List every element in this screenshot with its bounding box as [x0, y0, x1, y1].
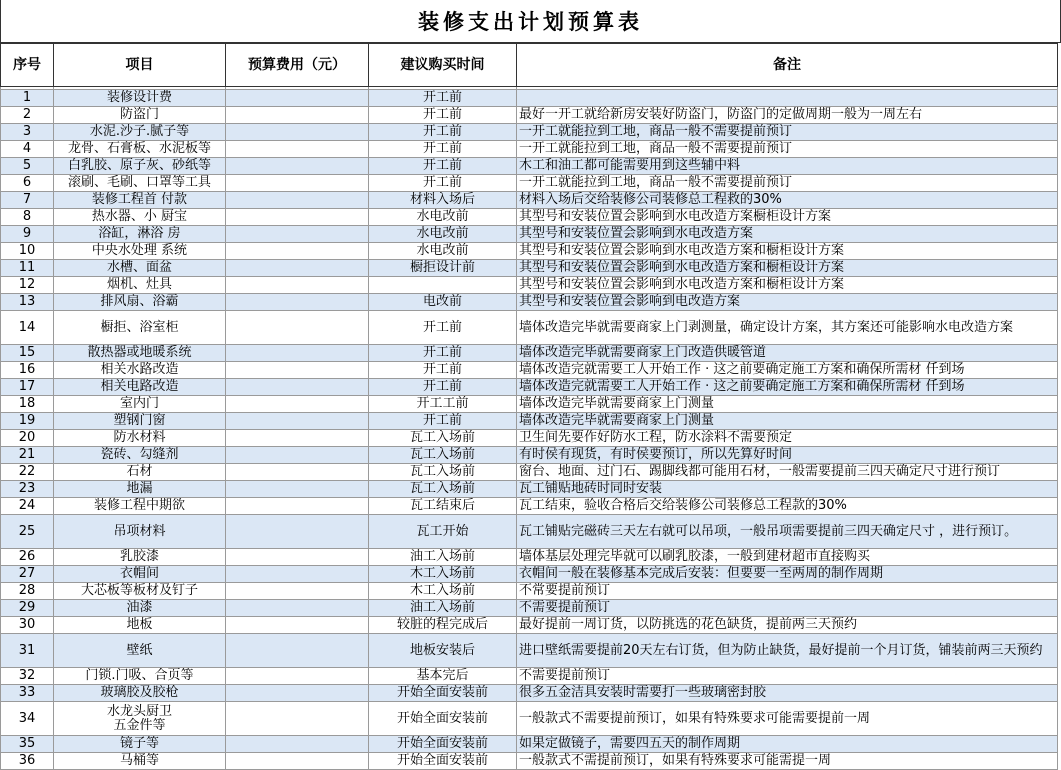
cell-no[interactable]: 4 — [1, 141, 54, 158]
cell-no[interactable]: 31 — [1, 634, 54, 668]
cell-budget[interactable] — [226, 396, 369, 413]
cell-time[interactable]: 开工工前 — [369, 396, 517, 413]
cell-no[interactable]: 5 — [1, 158, 54, 175]
cell-no[interactable]: 24 — [1, 498, 54, 515]
cell-budget[interactable] — [226, 736, 369, 753]
budget-table — [0, 43, 1058, 770]
cell-item[interactable]: 地板 — [54, 617, 226, 634]
cell-note[interactable]: 窗台、地面、过门石、踢脚线都可能用石材，一般需要提前三四天确定尺寸进行预订 — [517, 464, 1058, 481]
cell-budget[interactable] — [226, 277, 369, 294]
cell-time[interactable]: 较脏的程完成后 — [369, 617, 517, 634]
table-row — [1, 311, 1058, 345]
cell-no[interactable]: 21 — [1, 447, 54, 464]
cell-note[interactable]: 进口壁纸需要提前20天左右订货，但为防止缺货，最好提前一个月订货，铺装前两三天预约 — [517, 634, 1058, 668]
cell-no[interactable]: 26 — [1, 549, 54, 566]
cell-time[interactable]: 开工前 — [369, 124, 517, 141]
table-row — [1, 617, 1058, 634]
cell-no[interactable]: 25 — [1, 515, 54, 549]
cell-item[interactable]: 壁纸 — [54, 634, 226, 668]
cell-item[interactable]: 滚刷、毛刷、口罩等工具 — [54, 175, 226, 192]
table-row — [1, 481, 1058, 498]
cell-budget[interactable] — [226, 345, 369, 362]
table-row — [1, 515, 1058, 549]
cell-note[interactable]: 不需要提前预订 — [517, 600, 1058, 617]
cell-budget[interactable] — [226, 702, 369, 736]
cell-no[interactable]: 34 — [1, 702, 54, 736]
cell-item[interactable]: 龙骨、石膏板、水泥板等 — [54, 141, 226, 158]
cell-note[interactable]: 其型号和安装位置会影响到水电改造方案橱柜设计方案 — [517, 209, 1058, 226]
cell-budget[interactable] — [226, 362, 369, 379]
table-row — [1, 464, 1058, 481]
cell-note[interactable]: 卫生间先要作好防水工程，防水涂料不需要预定 — [517, 430, 1058, 447]
cell-item[interactable]: 地漏 — [54, 481, 226, 498]
cell-budget[interactable] — [226, 515, 369, 549]
cell-note[interactable]: 有时侯有现货，有时侯要预订，所以先算好时间 — [517, 447, 1058, 464]
cell-item[interactable]: 防水材料 — [54, 430, 226, 447]
cell-item[interactable]: 水龙头厨卫 五金件等 — [54, 702, 226, 736]
cell-budget[interactable] — [226, 413, 369, 430]
cell-item[interactable]: 室内门 — [54, 396, 226, 413]
cell-note[interactable]: 墙体改造完就需要工人开始工作 · 这之前要确定施工方案和确保所需材 仟到场 — [517, 362, 1058, 379]
cell-item[interactable]: 石材 — [54, 464, 226, 481]
cell-note[interactable]: 如果定做镜子，需要四五天的制作周期 — [517, 736, 1058, 753]
cell-budget[interactable] — [226, 481, 369, 498]
table-row — [1, 209, 1058, 226]
cell-item[interactable]: 相关水路改造 — [54, 362, 226, 379]
cell-time[interactable] — [369, 277, 517, 294]
cell-note[interactable]: 墙体改造完就需要工人开始工作 · 这之前要确定施工方案和确保所需材 仟到场 — [517, 379, 1058, 396]
cell-no[interactable]: 12 — [1, 277, 54, 294]
cell-item[interactable]: 油漆 — [54, 600, 226, 617]
cell-time[interactable]: 油工入场前 — [369, 600, 517, 617]
table-row — [1, 175, 1058, 192]
cell-note[interactable]: 不需要提前预订 — [517, 668, 1058, 685]
cell-budget[interactable] — [226, 668, 369, 685]
cell-no[interactable]: 10 — [1, 243, 54, 260]
cell-no[interactable]: 11 — [1, 260, 54, 277]
table-row — [1, 277, 1058, 294]
header-no[interactable]: 序号 — [1, 44, 54, 87]
cell-time[interactable]: 开工前 — [369, 311, 517, 345]
cell-time[interactable]: 开工前 — [369, 379, 517, 396]
cell-budget[interactable] — [226, 617, 369, 634]
table-row — [1, 294, 1058, 311]
cell-time[interactable]: 木工入场前 — [369, 583, 517, 600]
cell-time[interactable]: 水电改前 — [369, 243, 517, 260]
cell-no[interactable]: 13 — [1, 294, 54, 311]
cell-no[interactable]: 7 — [1, 192, 54, 209]
table-row — [1, 753, 1058, 770]
cell-budget[interactable] — [226, 566, 369, 583]
cell-time[interactable]: 开始全面安装前 — [369, 736, 517, 753]
table-row — [1, 549, 1058, 566]
table-row — [1, 702, 1058, 736]
cell-no[interactable]: 19 — [1, 413, 54, 430]
cell-budget[interactable] — [226, 124, 369, 141]
cell-note[interactable]: 瓦工铺贴完磁砖三天左右就可以吊项，一般吊项需要提前三四天确定尺寸 ，进行预订。 — [517, 515, 1058, 549]
header-budget[interactable]: 预算费用（元） — [226, 44, 369, 87]
cell-time[interactable]: 瓦工开始 — [369, 515, 517, 549]
cell-item[interactable]: 烟机、灶具 — [54, 277, 226, 294]
cell-item[interactable]: 大芯板等板材及钉子 — [54, 583, 226, 600]
table-row — [1, 583, 1058, 600]
table-body — [1, 87, 1058, 770]
cell-budget[interactable] — [226, 379, 369, 396]
header-note[interactable]: 备注 — [517, 44, 1058, 87]
cell-budget[interactable] — [226, 753, 369, 770]
cell-no[interactable]: 6 — [1, 175, 54, 192]
cell-time[interactable]: 瓦工入场前 — [369, 464, 517, 481]
table-row — [1, 90, 1058, 107]
table-row — [1, 226, 1058, 243]
cell-time[interactable]: 开始全面安装前 — [369, 702, 517, 736]
cell-no[interactable]: 30 — [1, 617, 54, 634]
table-row — [1, 243, 1058, 260]
cell-item[interactable]: 装修工程中期欲 — [54, 498, 226, 515]
table-row — [1, 124, 1058, 141]
cell-no[interactable]: 1 — [1, 90, 54, 107]
cell-budget[interactable] — [226, 685, 369, 702]
cell-budget[interactable] — [226, 243, 369, 260]
cell-time[interactable]: 开工前 — [369, 107, 517, 124]
cell-no[interactable]: 28 — [1, 583, 54, 600]
cell-no[interactable]: 17 — [1, 379, 54, 396]
cell-item[interactable]: 衣帽间 — [54, 566, 226, 583]
cell-item[interactable]: 装修工程首 付款 — [54, 192, 226, 209]
cell-note[interactable]: 衣帽间一般在装修基本完成后安装：但要要一至两周的制作周期 — [517, 566, 1058, 583]
cell-time[interactable]: 开工前 — [369, 175, 517, 192]
cell-note[interactable]: 墙体改造完毕就需要商家上门测量 — [517, 396, 1058, 413]
cell-budget[interactable] — [226, 600, 369, 617]
cell-note[interactable]: 墙体改造完毕就需要商家上门测量 — [517, 413, 1058, 430]
cell-item[interactable]: 水泥.沙子.腻子等 — [54, 124, 226, 141]
cell-note[interactable]: 瓦工铺贴地砖时同时安装 — [517, 481, 1058, 498]
cell-budget[interactable] — [226, 549, 369, 566]
table-row — [1, 566, 1058, 583]
cell-budget[interactable] — [226, 634, 369, 668]
cell-no[interactable]: 2 — [1, 107, 54, 124]
cell-no[interactable]: 16 — [1, 362, 54, 379]
cell-item[interactable]: 吊项材料 — [54, 515, 226, 549]
cell-time[interactable]: 电改前 — [369, 294, 517, 311]
table-row — [1, 736, 1058, 753]
cell-no[interactable]: 20 — [1, 430, 54, 447]
cell-note[interactable]: 材料入场后交给装修公司装修总工程救的30% — [517, 192, 1058, 209]
cell-time[interactable]: 开工前 — [369, 158, 517, 175]
table-row — [1, 379, 1058, 396]
cell-no[interactable]: 32 — [1, 668, 54, 685]
cell-item[interactable]: 乳胶漆 — [54, 549, 226, 566]
cell-note[interactable] — [517, 90, 1058, 107]
cell-note[interactable]: 木工和油工都可能需要用到这些辅中料 — [517, 158, 1058, 175]
table-row — [1, 447, 1058, 464]
cell-item[interactable]: 排风扇、浴霸 — [54, 294, 226, 311]
cell-item[interactable]: 水槽、面盆 — [54, 260, 226, 277]
cell-budget[interactable] — [226, 311, 369, 345]
cell-budget[interactable] — [226, 447, 369, 464]
table-row — [1, 158, 1058, 175]
cell-item[interactable]: 玻璃胶及胶枪 — [54, 685, 226, 702]
cell-time[interactable]: 开工前 — [369, 141, 517, 158]
cell-time[interactable]: 水电改前 — [369, 226, 517, 243]
table-row — [1, 345, 1058, 362]
cell-time[interactable]: 开始全面安装前 — [369, 685, 517, 702]
cell-no[interactable]: 15 — [1, 345, 54, 362]
table-row — [1, 498, 1058, 515]
cell-no[interactable]: 35 — [1, 736, 54, 753]
table-row — [1, 192, 1058, 209]
table-row — [1, 107, 1058, 124]
cell-time[interactable]: 橱拒设计前 — [369, 260, 517, 277]
cell-item[interactable]: 防盗门 — [54, 107, 226, 124]
table-row — [1, 260, 1058, 277]
table-row — [1, 413, 1058, 430]
table-row — [1, 600, 1058, 617]
table-row — [1, 634, 1058, 668]
cell-no[interactable]: 29 — [1, 600, 54, 617]
cell-time[interactable]: 开工前 — [369, 413, 517, 430]
table-row — [1, 141, 1058, 158]
cell-item[interactable]: 热水器、小 厨宝 — [54, 209, 226, 226]
cell-note[interactable]: 一开工就能拉到工地，商品一般不需要提前预订 — [517, 124, 1058, 141]
cell-no[interactable]: 8 — [1, 209, 54, 226]
cell-time[interactable]: 材料入场后 — [369, 192, 517, 209]
table-row — [1, 396, 1058, 413]
cell-no[interactable]: 3 — [1, 124, 54, 141]
cell-note[interactable]: 其型号和安装位置会影响到水电改造方案 — [517, 226, 1058, 243]
cell-budget[interactable] — [226, 583, 369, 600]
cell-note[interactable]: 其型号和安装位置会影响到水电改造方案和橱柜设计方案 — [517, 243, 1058, 260]
cell-time[interactable]: 油工入场前 — [369, 549, 517, 566]
cell-no[interactable]: 9 — [1, 226, 54, 243]
cell-budget[interactable] — [226, 260, 369, 277]
cell-note[interactable]: 一般款式不需要提前预订，如果有特殊要求可能需要提前一周 — [517, 702, 1058, 736]
cell-no[interactable]: 36 — [1, 753, 54, 770]
cell-note[interactable]: 其型号和安装位置会影响到水电改造方案和橱柜设计方案 — [517, 277, 1058, 294]
cell-time[interactable]: 基本完后 — [369, 668, 517, 685]
cell-item[interactable]: 马桶等 — [54, 753, 226, 770]
cell-note[interactable]: 一般款式不需提前预订，如果有特殊要求可能需提一周 — [517, 753, 1058, 770]
cell-time[interactable]: 水电改前 — [369, 209, 517, 226]
cell-time[interactable]: 瓦工入场前 — [369, 430, 517, 447]
cell-time[interactable]: 瓦工入场前 — [369, 447, 517, 464]
cell-note[interactable]: 最好提前一周订货，以防挑选的花色缺货，提前两三天预约 — [517, 617, 1058, 634]
cell-time[interactable]: 开工前 — [369, 90, 517, 107]
cell-budget[interactable] — [226, 209, 369, 226]
cell-no[interactable]: 18 — [1, 396, 54, 413]
header-item[interactable]: 项目 — [54, 44, 226, 87]
cell-item[interactable]: 橱拒、浴室柜 — [54, 311, 226, 345]
cell-item[interactable]: 浴缸，淋浴 房 — [54, 226, 226, 243]
cell-item[interactable]: 白乳胶、原子灰、砂纸等 — [54, 158, 226, 175]
cell-no[interactable]: 27 — [1, 566, 54, 583]
cell-note[interactable]: 其型号和安装位置会影响到电改造方案 — [517, 294, 1058, 311]
cell-no[interactable]: 14 — [1, 311, 54, 345]
cell-budget[interactable] — [226, 158, 369, 175]
cell-note[interactable]: 一开工就能拉到工地，商品一般不需要提前预订 — [517, 175, 1058, 192]
cell-time[interactable]: 地板安装后 — [369, 634, 517, 668]
cell-budget[interactable] — [226, 90, 369, 107]
cell-note[interactable]: 一开工就能拉到工地，商品一般不需要提前预订 — [517, 141, 1058, 158]
header-time[interactable]: 建议购买时间 — [369, 44, 517, 87]
cell-time[interactable]: 瓦工结束后 — [369, 498, 517, 515]
cell-budget[interactable] — [226, 464, 369, 481]
cell-item[interactable]: 相关电路改造 — [54, 379, 226, 396]
cell-budget[interactable] — [226, 226, 369, 243]
cell-time[interactable]: 开始全面安装前 — [369, 753, 517, 770]
cell-item[interactable]: 镜子等 — [54, 736, 226, 753]
cell-time[interactable]: 开工前 — [369, 362, 517, 379]
cell-budget[interactable] — [226, 430, 369, 447]
table-row — [1, 685, 1058, 702]
cell-budget[interactable] — [226, 498, 369, 515]
cell-time[interactable]: 木工入场前 — [369, 566, 517, 583]
cell-item[interactable]: 装修设计费 — [54, 90, 226, 107]
cell-item[interactable]: 中央水处理 系统 — [54, 243, 226, 260]
cell-item[interactable]: 瓷砖、勾缝剂 — [54, 447, 226, 464]
cell-note[interactable]: 最好一开工就给新房安装好防盗门，防盗门的定做周期一般为一周左右 — [517, 107, 1058, 124]
cell-item[interactable]: 散热器或地暖系统 — [54, 345, 226, 362]
cell-budget[interactable] — [226, 192, 369, 209]
cell-note[interactable]: 不常要提前预订 — [517, 583, 1058, 600]
cell-note[interactable]: 其型号和安装位置会影响到水电改造方案和橱柜设计方案 — [517, 260, 1058, 277]
cell-budget[interactable] — [226, 294, 369, 311]
cell-time[interactable]: 开工前 — [369, 345, 517, 362]
cell-no[interactable]: 33 — [1, 685, 54, 702]
header-row — [1, 44, 1058, 87]
cell-no[interactable]: 23 — [1, 481, 54, 498]
cell-note[interactable]: 墙体基层处理完毕就可以刷乳胶漆，一般到建材超市直接购买 — [517, 549, 1058, 566]
cell-budget[interactable] — [226, 107, 369, 124]
cell-budget[interactable] — [226, 141, 369, 158]
cell-budget[interactable] — [226, 175, 369, 192]
cell-no[interactable]: 22 — [1, 464, 54, 481]
table-row — [1, 362, 1058, 379]
cell-note[interactable]: 很多五金洁具安装时需要打一些玻璃密封胶 — [517, 685, 1058, 702]
cell-item[interactable]: 塑钢门窗 — [54, 413, 226, 430]
sheet-title: 装修支出计划预算表 — [0, 0, 1061, 43]
cell-time[interactable]: 瓦工入场前 — [369, 481, 517, 498]
cell-item[interactable]: 门锁.门吸、合页等 — [54, 668, 226, 685]
cell-note[interactable]: 墙体改造完毕就需要商家上门改造供暖管道 — [517, 345, 1058, 362]
cell-note[interactable]: 墙体改造完毕就需要商家上门剥测量，确定设计方案，其方案还可能影响水电改造方案 — [517, 311, 1058, 345]
table-row — [1, 430, 1058, 447]
table-row — [1, 668, 1058, 685]
cell-note[interactable]: 瓦工结束，验收合格后交给装修公司装修总工程款的30% — [517, 498, 1058, 515]
